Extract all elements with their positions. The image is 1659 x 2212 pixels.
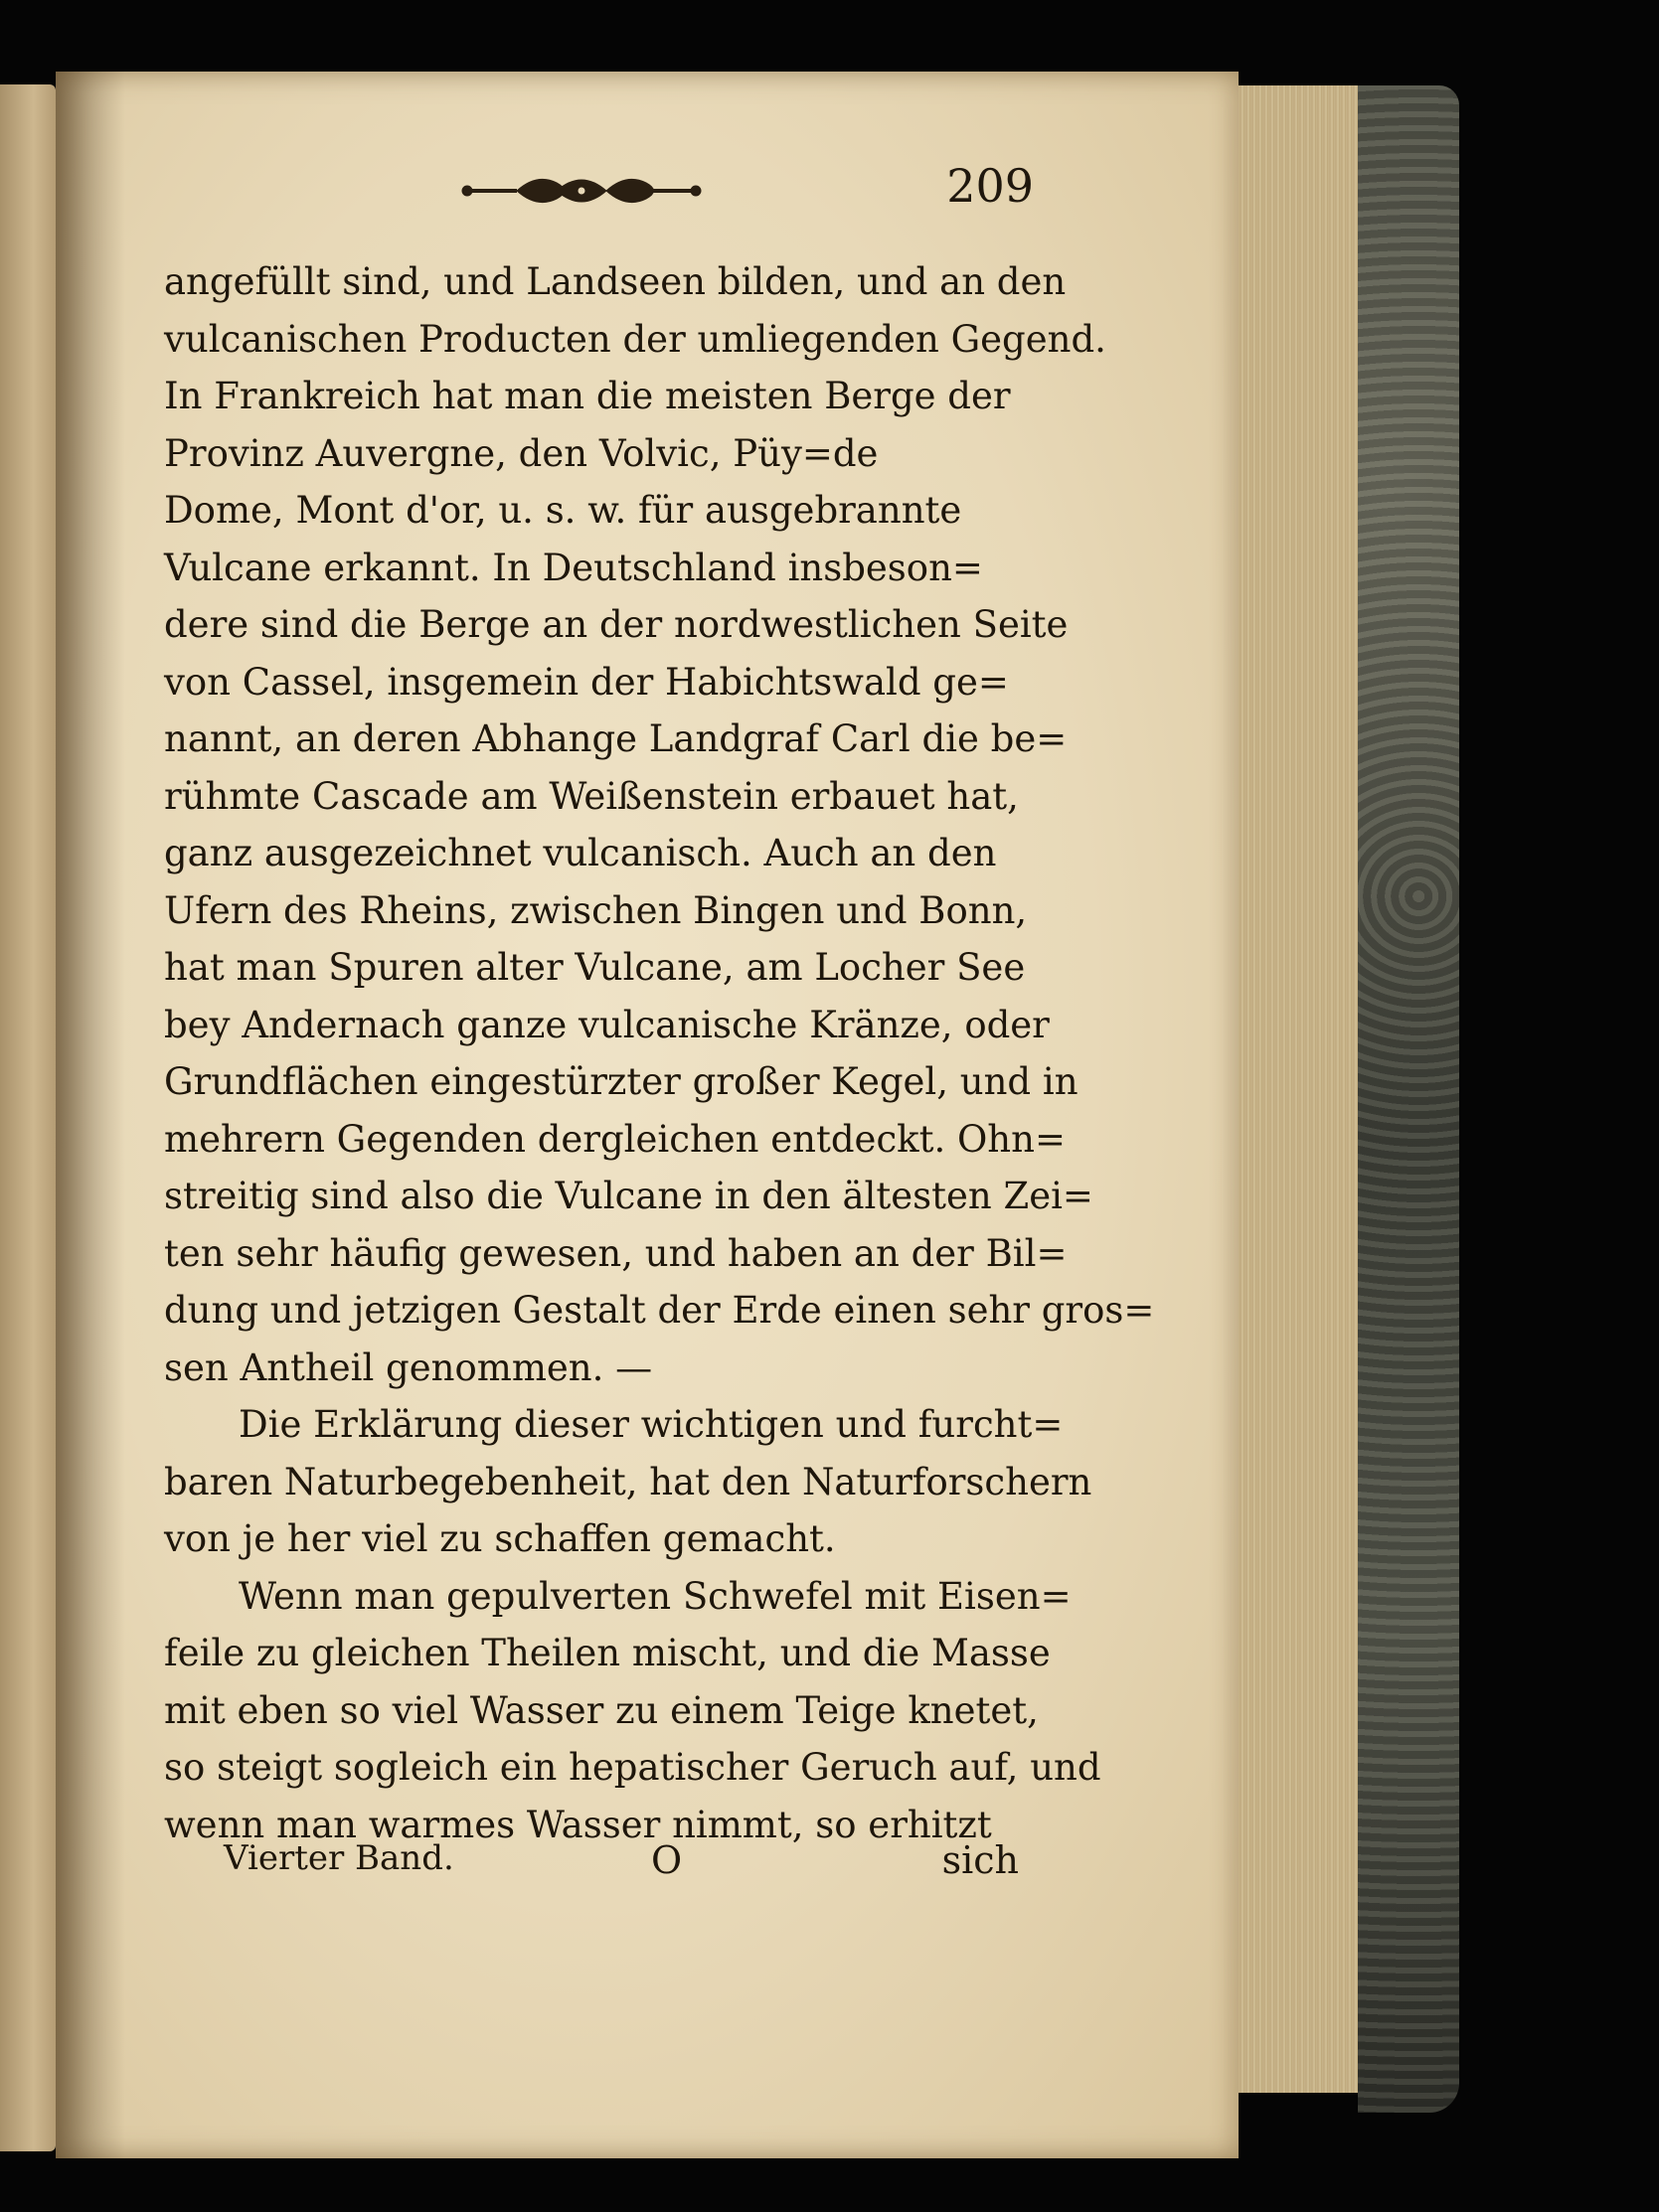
text-line: nannt, an deren Abhange Landgraf Carl die be= xyxy=(164,717,1068,760)
text-line: Vulcane erkannt. In Deutschland insbeson= xyxy=(164,546,983,589)
text-line: Provinz Auvergne, den Volvic, Püy=de xyxy=(164,431,879,475)
text-line: sen Antheil genommen. — xyxy=(164,1345,653,1389)
text-line: so steigt sogleich ein hepatischer Geruch auf, und xyxy=(164,1746,1101,1789)
page-block-edges xyxy=(1239,85,1361,2093)
text-line: angefüllt sind, und Landseen bilden, und an den xyxy=(164,260,1067,303)
text-line: Dome, Mont d'or, u. s. w. für ausgebrannte xyxy=(164,489,962,532)
text-line: baren Naturbegebenheit, hat den Naturforschern xyxy=(164,1460,1092,1503)
page-footer xyxy=(224,1838,1019,1898)
text-line: Grundflächen eingestürzter großer Kegel, und in xyxy=(164,1060,1078,1103)
signature-mark: O xyxy=(651,1838,683,1882)
gutter-shadow xyxy=(56,72,125,2158)
text-line: rühmte Cascade am Weißenstein erbauet hat, xyxy=(164,774,1019,818)
catchword: sich xyxy=(941,1838,1019,1882)
text-line: mehrern Gegenden dergleichen entdeckt. Ohn= xyxy=(164,1117,1066,1161)
text-line: In Frankreich hat man die meisten Berge der xyxy=(164,375,1011,417)
text-line: Die Erklärung dieser wichtigen und furcht= xyxy=(239,1403,1064,1446)
text-line: vulcanischen Producten der umliegenden Gegend. xyxy=(164,317,1106,361)
text-line: streitig sind also die Vulcane in den ältesten Zei= xyxy=(164,1175,1093,1217)
text-line: Ufern des Rheins, zwischen Bingen und Bonn, xyxy=(164,888,1028,932)
printer-ornament-icon xyxy=(457,169,706,213)
page-header xyxy=(169,159,1034,219)
text-line: mit eben so viel Wasser zu einem Teige knetet, xyxy=(164,1688,1039,1732)
text-line: ganz ausgezeichnet vulcanisch. Auch an den xyxy=(164,832,997,874)
text-line: von je her viel zu schaffen gemacht. xyxy=(164,1517,836,1560)
text-line: ten sehr häufig gewesen, und haben an der Bil= xyxy=(164,1231,1068,1275)
text-line: dung und jetzigen Gestalt der Erde einen sehr gros= xyxy=(164,1289,1155,1332)
signature-line: Vierter Band. xyxy=(224,1838,454,1878)
body-text xyxy=(164,253,1155,1853)
text-line: hat man Spuren alter Vulcane, am Locher See xyxy=(164,946,1026,989)
page-number: 209 xyxy=(946,159,1034,213)
text-line: wenn man warmes Wasser nimmt, so erhitzt xyxy=(164,1803,992,1846)
marbled-cover xyxy=(1358,85,1459,2113)
text-line: bey Andernach ganze vulcanische Kränze, oder xyxy=(164,1003,1050,1046)
text-line: feile zu gleichen Theilen mischt, und die Masse xyxy=(164,1632,1051,1674)
text-line: dere sind die Berge an der nordwestlichen Seite xyxy=(164,603,1069,646)
previous-page-edge xyxy=(0,84,56,2151)
text-line: Wenn man gepulverten Schwefel mit Eisen= xyxy=(239,1574,1072,1618)
text-line: von Cassel, insgemein der Habichtswald ge= xyxy=(164,660,1009,704)
